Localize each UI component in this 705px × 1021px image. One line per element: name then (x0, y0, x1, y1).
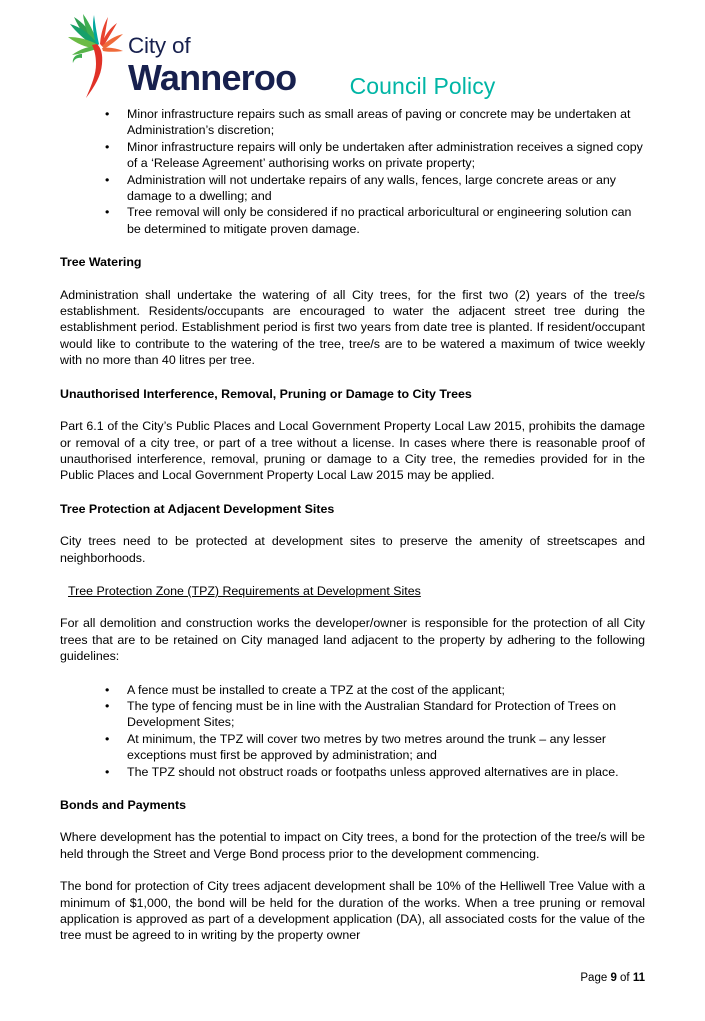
tpz-bullet-list (60, 682, 645, 780)
section-heading-tree-watering: Tree Watering (60, 255, 142, 270)
spacer (60, 862, 645, 878)
spacer (60, 813, 645, 829)
list-item: • Tree removal will only be considered if no practical arboricultural or engineering solution can be determined to mitigate proven damage. (60, 204, 645, 237)
list-item: • At minimum, the TPZ will cover two metres by two metres around the trunk – any lesser exceptions must first be approved by administration; and (60, 731, 645, 764)
footer-current-page: 9 (610, 972, 617, 984)
section-heading-bonds-and-payments: Bonds and Payments (60, 798, 186, 812)
footer-page-middle: of (616, 972, 633, 984)
spacer (60, 237, 645, 254)
spacer (60, 665, 645, 682)
page-footer (0, 971, 645, 985)
logo-city-text: City of (128, 33, 191, 58)
spacer (60, 402, 645, 418)
page-header (0, 0, 705, 104)
logo-wanneroo-text: Wanneroo (128, 56, 297, 98)
list-item: • Administration will not undertake repairs of any walls, fences, large concrete areas or any damage to a dwelling; and (60, 172, 645, 205)
list-item: • Minor infrastructure repairs will only be undertaken after administration receives a signed copy of a ‘Release Agreement’ authorising works on private property; (60, 139, 645, 172)
intro-bullet-list (60, 106, 645, 237)
list-item: • Minor infrastructure repairs such as small areas of paving or concrete may be undertaken at Administration’s discretion; (60, 106, 645, 139)
spacer (60, 566, 645, 583)
section-paragraph-tree-watering: Administration shall undertake the watering of all City trees, for the first two (2) years of the tree/s establishment. Residents/occupants are encouraged to water the adjacent street tree during the establishment period. Establishment period is first two years from date tree is planted. If resident/occupant would like to contribute to the watering of the tree, tree/s are to be watered a maximum of twice weekly with no more than 40 litres per tree. (60, 287, 645, 368)
section-paragraph-tree-protection: City trees need to be protected at development sites to preserve the amenity of streetscapes and neighborhoods. (60, 534, 645, 565)
footer-page-prefix: Page (580, 972, 611, 984)
list-item: • A fence must be installed to create a TPZ at the cost of the applicant; (60, 682, 645, 698)
spacer (60, 517, 645, 533)
footer-total-pages: 11 (632, 972, 645, 984)
spacer (60, 369, 645, 386)
tpz-paragraph: For all demolition and construction works the developer/owner is responsible for the protection of all City trees that are to be retained on City managed land adjacent to the property by adhering to the following guidelines: (60, 616, 645, 664)
list-item: • The type of fencing must be in line with the Australian Standard for Protection of Trees on Development Sites; (60, 698, 645, 731)
spacer (60, 780, 645, 797)
spacer (60, 271, 645, 287)
document-type-title: Council Policy (349, 73, 496, 99)
document-body (60, 106, 645, 944)
bonds-paragraph-2: The bond for protection of City trees adjacent development shall be 10% of the Helliwell Tree Value with a minimum of $1,000, the bond will be held for the duration of the works. When a tree pruning or removal application is approved as part of a development application (DA), all associated costs for the value of the tree must be agreed to in writing by the property owner (60, 879, 645, 943)
spacer (60, 599, 645, 615)
section-paragraph-unauthorised-interference: Part 6.1 of the City’s Public Places and Local Government Property Local Law 2015, prohibits the damage or removal of a city tree, or part of a tree without a license. In cases where there is reasonable proof of unauthorised interference, removal, pruning or damage to a City tree, the remedies provided for in the Public Places and Local Government Property Local Law 2015 may be applied. (60, 419, 645, 483)
section-heading-unauthorised-interference: Unauthorised Interference, Removal, Pruning or Damage to City Trees (60, 386, 472, 401)
subheading-tpz-requirements: Tree Protection Zone (TPZ) Requirements at Development Sites (68, 583, 421, 598)
spacer (60, 484, 645, 501)
bonds-paragraph-1: Where development has the potential to impact on City trees, a bond for the protection of the tree/s will be held through the Street and Verge Bond process prior to the development commencing. (60, 830, 645, 861)
list-item: • The TPZ should not obstruct roads or footpaths unless approved alternatives are in place. (60, 764, 645, 780)
section-heading-tree-protection: Tree Protection at Adjacent Development Sites (60, 501, 335, 516)
